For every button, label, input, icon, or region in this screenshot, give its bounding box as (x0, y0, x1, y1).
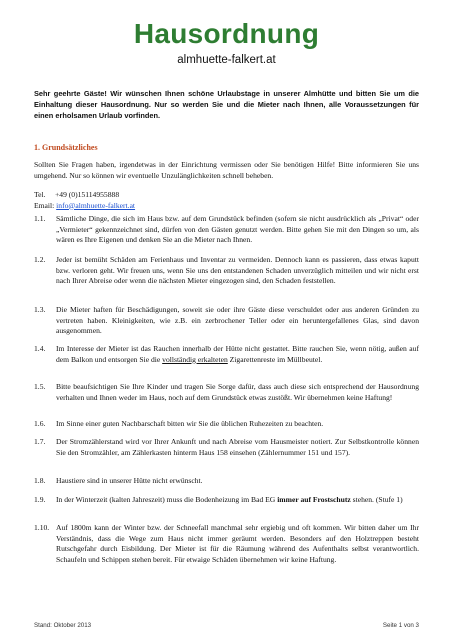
contact-block (34, 190, 135, 211)
list-item (34, 476, 419, 487)
phone-line (34, 190, 135, 201)
item-text: Im Sinne einer guten Nachbarschaft bitten wir Sie die üblichen Ruhezeiten zu beachten. (56, 419, 324, 428)
item-number: 1.2. (34, 255, 46, 264)
item-text: In der Winterzeit (kalten Jahreszeit) muss die Bodenheizung im Bad EG immer auf Frostschutz stehen. (Stufe 1) (56, 495, 403, 504)
page-title: Hausordnung (133, 18, 320, 49)
email-link[interactable]: info@almhuette-falkert.at (56, 200, 136, 210)
intro-paragraph: Sehr geehrte Gäste! Wir wünschen Ihnen schöne Urlaubstage in unserer Almhütte und bitten Sie um die Einhaltung dieser Hausordnung. Nur so werden Sie und die Mieter nach Ihnen, alle Voraussetzungen für einen erholsamen Urlaub vorfinden. (34, 89, 419, 121)
item-number: 1.1. (34, 214, 46, 223)
list-item (34, 255, 419, 287)
item-text: Haustiere sind in unserer Hütte nicht erwünscht. (56, 476, 203, 485)
phone-number: +49 (0)15114955888 (55, 190, 120, 199)
item-number: 1.8. (34, 476, 46, 485)
item-number: 1.7. (34, 437, 46, 446)
list-item (34, 419, 419, 430)
list-item (34, 382, 419, 403)
page-subtitle: almhuette-falkert.at (177, 54, 276, 66)
item-number: 1.3. (34, 305, 46, 314)
footer-page-number: Seite 1 von 3 (382, 622, 419, 629)
item-text: Auf 1800m kann der Winter bzw. der Schneefall manchmal sehr ergiebig und oft kommen. Wir bitten daher um Ihr Verständnis, dass die Wege zum Haus nicht immer geräumt werden. Besonders auf den Holztreppen besteht Rutschgefahr durch Eisbildung. Der Mieter ist für die Räumung während des Aufenthalts selbst verantwortlich. Schaufeln und Schippen stehen bereit. Für etwaige Schäden übernehmen wir keine Haftung. (56, 523, 419, 564)
item-text: Die Mieter haften für Beschädigungen, soweit sie oder ihre Gäste diese verschuldet oder aus anderen Gründen zu vertreten haben. Kleinigkeiten, wie z.B. ein zerbrochener Teller oder ein heruntergefallenes Glas, sind davon ausgenommen. (56, 305, 419, 336)
phone-label: Tel. (34, 190, 46, 199)
list-item (34, 495, 419, 506)
item-number: 1.10. (34, 523, 50, 532)
section-heading: 1. Grundsätzliches (34, 143, 98, 152)
item-number: 1.4. (34, 344, 46, 353)
section-paragraph: Sollten Sie Fragen haben, irgendetwas in der Einrichtung vermissen oder Sie benötigen Hilfe! Bitte informieren Sie uns umgehend. Nur so können wir eventuelle Unzulänglichkeiten schnell beheben. (34, 160, 419, 180)
footer-date: Stand: Oktober 2013 (34, 622, 92, 629)
email-label: Email: (34, 200, 55, 210)
list-item (34, 344, 419, 365)
item-number: 1.6. (34, 419, 46, 428)
list-item (34, 523, 419, 565)
item-text: Sämtliche Dinge, die sich im Haus bzw. auf dem Grundstück befinden (sofern sie nicht ausdrücklich als „Privat“ oder „Vermieter“ gekennzeichnet sind, dürfen von den Gästen genutzt werden. Bitte gehen Sie mit den Dingen so um, als wären es Ihre Eigenen und denken Sie an die Mieter nach Ihnen. (56, 214, 419, 245)
list-item (34, 437, 419, 458)
list-item (34, 214, 419, 246)
item-text: Bitte beaufsichtigen Sie Ihre Kinder und tragen Sie Sorge dafür, dass auch diese sich entsprechend der Hausordnung verhalten und Ihnen weder im Haus, noch auf dem Grundstück etwas zustößt. Wir übernehmen keine Haftung! (56, 382, 419, 402)
bold-text: immer auf Frostschutz (277, 495, 351, 504)
item-number: 1.5. (34, 382, 46, 391)
item-text: Der Stromzählerstand wird vor Ihrer Ankunft und nach Abreise vom Hausmeister notiert. Zur Selbstkontrolle können Sie den Stromzähler, am Zählerkasten hinterm Haus 158 einsehen (Zählernummer 151 und 157). (56, 437, 419, 457)
item-number: 1.9. (34, 495, 46, 504)
email-line (34, 201, 135, 212)
list-item (34, 305, 419, 337)
item-text: Jeder ist bemüht Schäden am Ferienhaus und Inventar zu vermeiden. Dennoch kann es passieren, dass etwas kaputt bzw. verloren geht. Wir freuen uns, wenn Sie uns den entstandenen Schaden unverzüglich mitteilen und wir nicht erst nach Ihrer Abreise oder wenn die nächsten Mieter eingezogen sind, den Schaden feststellen. (56, 255, 419, 286)
item-text: Im Interesse der Mieter ist das Rauchen innerhalb der Hütte nicht gestattet. Bitte rauchen Sie, wenn nötig, außen auf dem Balkon und entsorgen Sie die vollständig erkalteten Zigarettenreste im Müllbeutel. (56, 344, 419, 364)
underlined-text: vollständig erkalteten (162, 354, 228, 364)
